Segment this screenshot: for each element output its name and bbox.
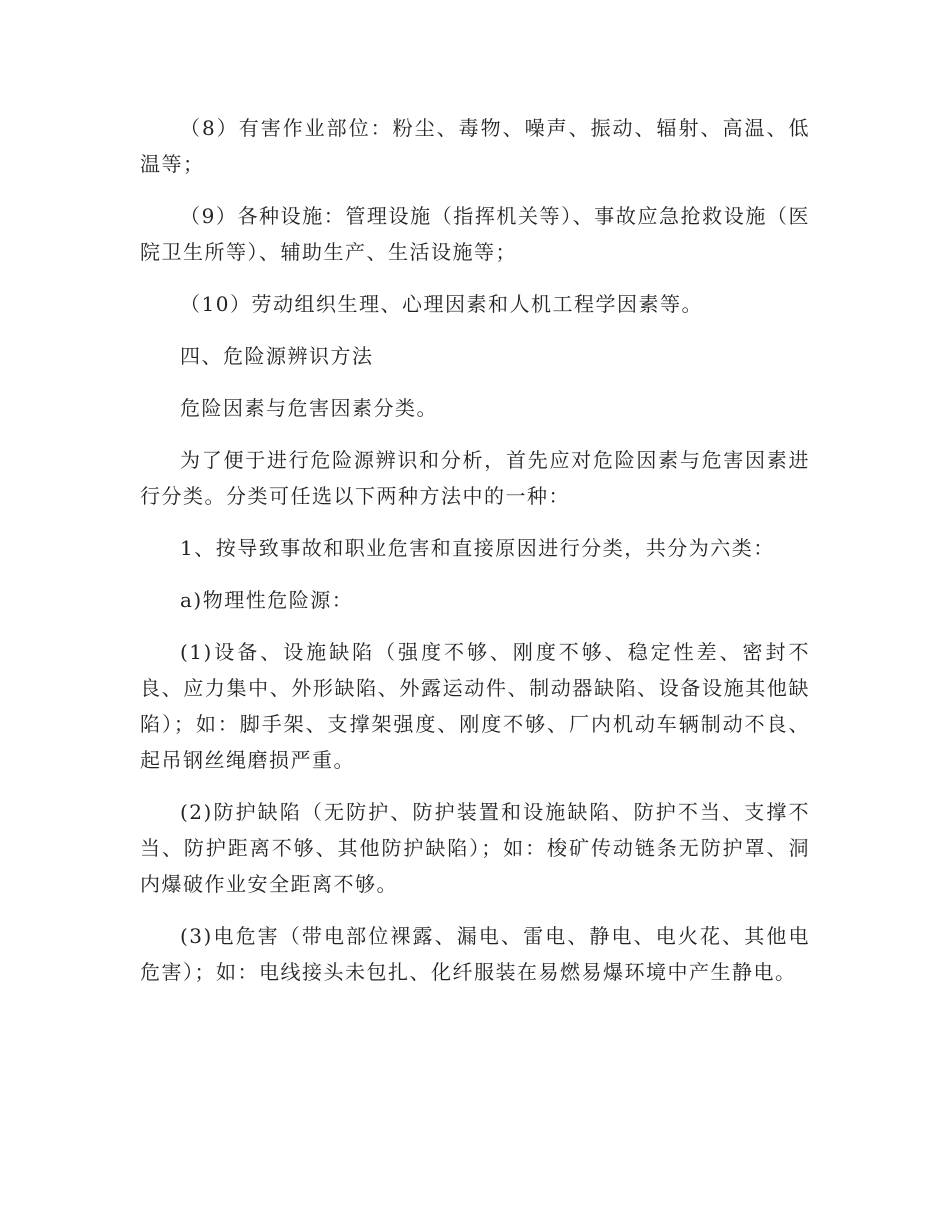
paragraph-physical-hazards: a)物理性危险源：	[180, 588, 354, 612]
paragraph-various-facilities: （9）各种设施：管理设施（指挥机关等）、事故应急抢救设施（医院卫生所等）、辅助生产、生活设施等；	[140, 204, 810, 264]
paragraph-factor-classification: 危险因素与危害因素分类。	[180, 396, 438, 420]
paragraph-labor-organization: （10）劳动组织生理、心理因素和人机工程学因素等。	[180, 292, 703, 316]
paragraph-harmful-work-locations: （8）有害作业部位：粉尘、毒物、噪声、振动、辐射、高温、低温等；	[140, 116, 810, 176]
paragraph-electrical-hazards: (3)电危害（带电部位裸露、漏电、雷电、静电、电火花、其他电危害）；如：电线接头未包扎、化纤服装在易燃易爆环境中产生静电。	[140, 924, 810, 984]
paragraph-classification-intro: 为了便于进行危险源辨识和分析，首先应对危险因素与危害因素进行分类。分类可任选以下两种方法中的一种：	[140, 448, 810, 508]
paragraph-protection-defects: (2)防护缺陷（无防护、防护装置和设施缺陷、防护不当、支撑不当、防护距离不够、其他防护缺陷）；如：梭矿传动链条无防护罩、洞内爆破作业安全距离不够。	[140, 800, 810, 896]
section-heading-identification-methods: 四、危险源辨识方法	[180, 344, 374, 368]
paragraph-six-categories: 1、按导致事故和职业危害和直接原因进行分类，共分为六类：	[180, 536, 775, 560]
paragraph-equipment-defects: (1)设备、设施缺陷（强度不够、刚度不够、稳定性差、密封不良、应力集中、外形缺陷、外露运动件、制动器缺陷、设备设施其他缺陷）；如：脚手架、支撑架强度、刚度不够、厂内机动车辆制动不良、起吊钢丝绳磨损严重。	[140, 640, 810, 772]
